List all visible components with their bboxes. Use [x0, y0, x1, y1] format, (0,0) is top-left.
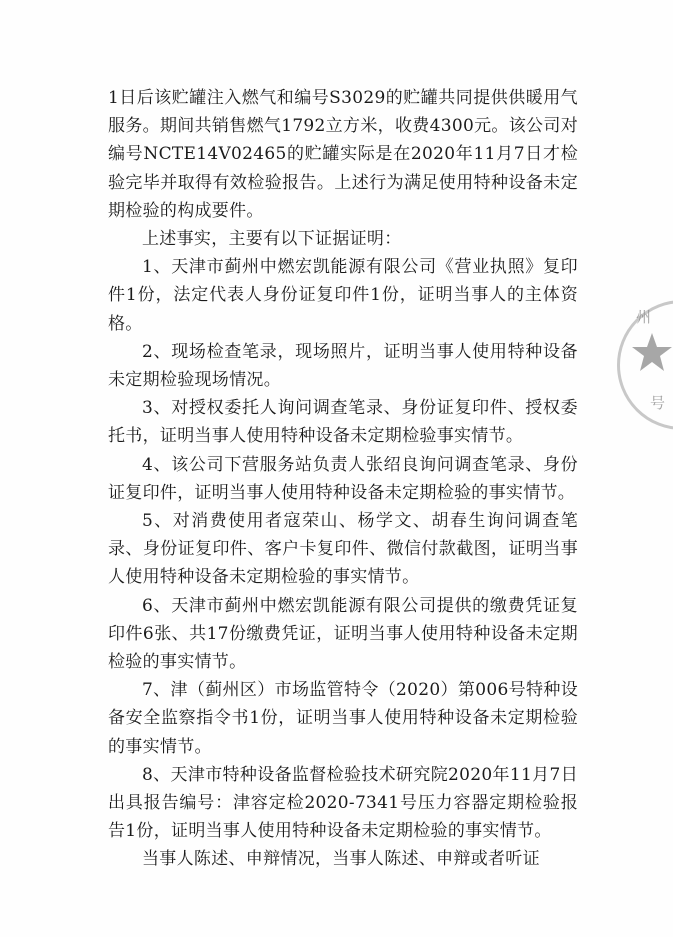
evidence-item-6: 6、天津市蓟州中燃宏凯能源有限公司提供的缴费凭证复印件6张、共17份缴费凭证，证明当事人使用特种设备未定期检验的事实情节。: [108, 595, 578, 673]
evidence-item-2: 2、现场检查笔录，现场照片，证明当事人使用特种设备未定期检验现场情况。: [108, 341, 578, 391]
paragraph-continuation: 1日后该贮罐注入燃气和编号S3029的贮罐共同提供供暖用气服务。期间共销售燃气1792立方米，收费4300元。该公司对编号NCTE14V02465的贮罐实际是在2020年11月7日才检验完毕并取得有效检验报告。上述行为满足使用特种设备未定期检验的构成要件。: [108, 88, 578, 221]
evidence-item-5: 5、对消费使用者寇荣山、杨学文、胡春生询问调查笔录、身份证复印件、客户卡复印件、微信付款截图，证明当事人使用特种设备未定期检验的事实情节。: [108, 511, 578, 588]
paragraph-statement: 当事人陈述、申辩情况，当事人陈述、申辩或者听证: [142, 849, 540, 870]
evidence-item-4: 4、该公司下营服务站负责人张绍良询问调查笔录、身份证复印件，证明当事人使用特种设备未定期检验的事实情节。: [108, 454, 578, 503]
seal-text-bottom: 号: [650, 394, 666, 412]
star-icon: [630, 330, 673, 374]
seal-text-top: 州: [636, 308, 652, 326]
evidence-item-8: 8、天津市特种设备监督检验技术研究院2020年11月7日出具报告编号：津容定检2020-7341号压力容器定期检验报告1份，证明当事人使用特种设备未定期检验的事实情节。: [108, 764, 578, 842]
paragraph-evidence-intro: 上述事实，主要有以下证据证明：: [142, 229, 402, 250]
evidence-item-1: 1、天津市蓟州中燃宏凯能源有限公司《营业执照》复印件1份，法定代表人身份证复印件1份，证明当事人的主体资格。: [108, 257, 578, 334]
document-body: [108, 84, 578, 874]
evidence-item-7: 7、津（蓟州区）市场监管特令（2020）第006号特种设备安全监察指令书1份，证明当事人使用特种设备未定期检验的事实情节。: [108, 680, 578, 757]
evidence-item-3: 3、对授权委托人询问调查笔录、身份证复印件、授权委托书，证明当事人使用特种设备未定期检验事实情节。: [108, 398, 578, 447]
